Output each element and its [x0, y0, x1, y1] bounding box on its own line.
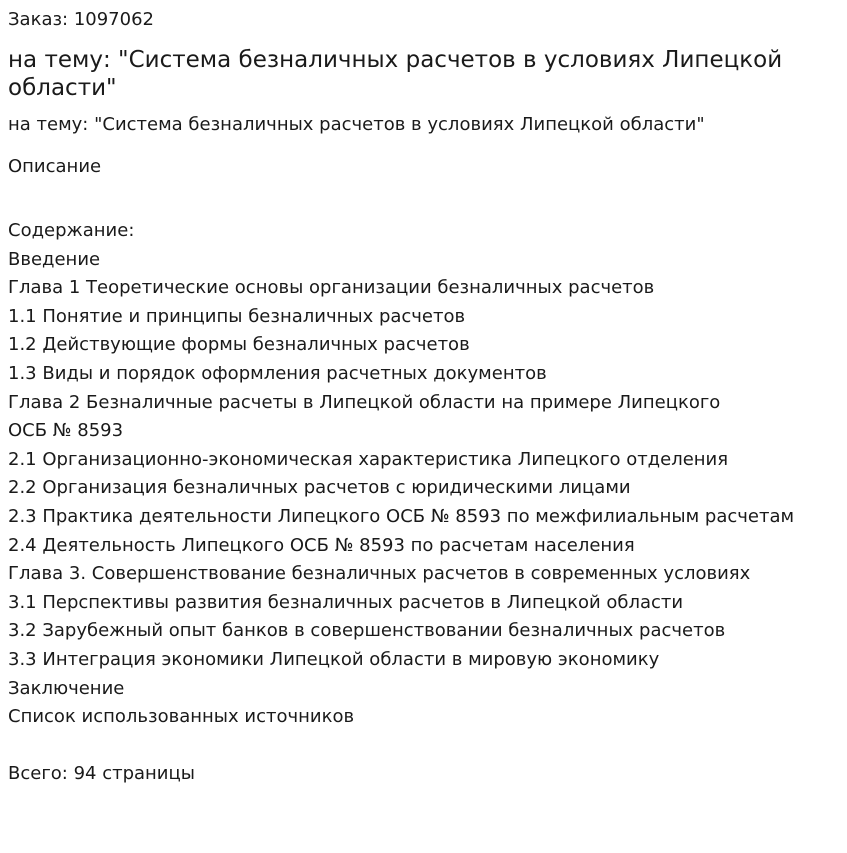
- toc-item: 1.2 Действующие формы безналичных расчетов: [8, 334, 470, 356]
- toc-item: Список использованных источников: [8, 706, 355, 728]
- toc-item: 1.3 Виды и порядок оформления расчетных документов: [8, 362, 547, 384]
- toc-item: 2.3 Практика деятельности Липецкого ОСБ № 8593 по межфилиальным расчетам: [8, 505, 795, 527]
- toc-item: Глава 1 Теоретические основы организации безналичных расчетов: [8, 277, 655, 299]
- description-label: Описание: [8, 156, 102, 177]
- toc-item: 3.2 Зарубежный опыт банков в совершенствовании безналичных расчетов: [8, 620, 726, 642]
- page-count: Всего: 94 страницы: [8, 763, 195, 785]
- order-number: Заказ: 1097062: [8, 9, 154, 30]
- document-page: [8, 8, 843, 789]
- toc-item: 2.4 Деятельность Липецкого ОСБ № 8593 по расчетам населения: [8, 534, 635, 556]
- toc-item: 2.2 Организация безналичных расчетов с юридическими лицами: [8, 477, 631, 499]
- toc-item: Заключение: [8, 677, 125, 699]
- toc-item: 3.1 Перспективы развития безналичных расчетов в Липецкой области: [8, 591, 684, 613]
- toc-item: 3.3 Интеграция экономики Липецкой области в мировую экономику: [8, 648, 660, 670]
- toc-item: 2.1 Организационно-экономическая характеристика Липецкого отделения: [8, 448, 729, 470]
- toc-item: Глава 2 Безналичные расчеты в Липецкой области на примере Липецкого: [8, 391, 721, 413]
- toc-item: 1.1 Понятие и принципы безналичных расчетов: [8, 305, 466, 327]
- toc-item: Введение: [8, 248, 101, 270]
- toc-heading: Содержание:: [8, 220, 135, 241]
- toc-item: Глава 3. Совершенствование безналичных расчетов в современных условиях: [8, 563, 751, 585]
- page-subtitle: на тему: "Система безналичных расчетов в условиях Липецкой области": [8, 114, 705, 135]
- toc-item: ОСБ № 8593: [8, 420, 124, 442]
- page-title: на тему: "Система безналичных расчетов в условиях Липецкой области": [8, 47, 783, 101]
- table-of-contents: [8, 217, 843, 732]
